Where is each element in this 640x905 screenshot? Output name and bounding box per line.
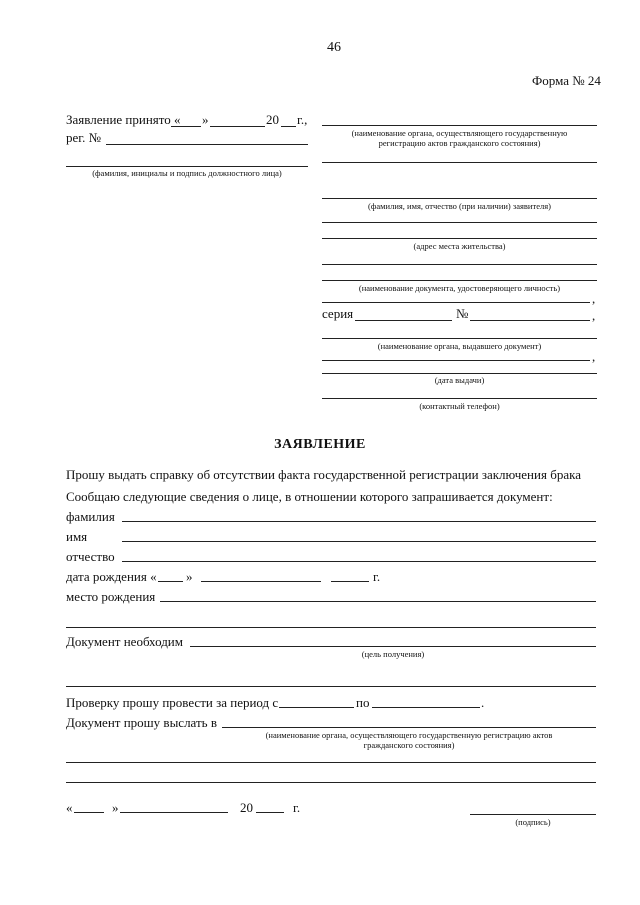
number-label: № <box>456 306 469 321</box>
purpose-caption: (цель получения) <box>361 649 425 659</box>
info-line: Сообщаю следующие сведения о лице, в отношении которого запрашивается документ: <box>66 489 553 504</box>
footer-day-field[interactable] <box>74 812 104 813</box>
series-field[interactable] <box>355 320 452 321</box>
applicant-field[interactable] <box>322 198 597 199</box>
accepted-suffix: г., <box>297 112 308 127</box>
organ-field[interactable] <box>322 125 597 126</box>
id-doc-caption: (наименование документа, удостоверяющего личность) <box>358 283 561 293</box>
birth-year-field[interactable] <box>331 581 369 582</box>
accepted-prefix: Заявление принято « <box>66 112 181 127</box>
request-line: Прошу выдать справку об отсутствии факта государственной регистрации заключения брака <box>66 467 581 482</box>
signature-caption: (подпись) <box>515 817 551 827</box>
official-signature-field[interactable] <box>66 166 308 167</box>
organ-caption-2: регистрацию актов гражданского состояния) <box>378 138 541 148</box>
check-period-end: . <box>481 695 485 710</box>
birth-year-suffix: г. <box>373 569 381 584</box>
send-organ-field-3[interactable] <box>66 782 596 783</box>
accepted-day-field[interactable] <box>171 126 201 127</box>
accepted-month-field[interactable] <box>210 126 265 127</box>
comma-2: , <box>592 308 596 323</box>
period-to-field[interactable] <box>372 707 480 708</box>
send-organ-field-2[interactable] <box>66 762 596 763</box>
footer-year-suffix: г. <box>293 800 301 815</box>
send-caption-1: (наименование органа, осуществляющего государственную регистрацию актов <box>265 730 553 740</box>
phone-caption: (контактный телефон) <box>419 401 500 411</box>
form-number: Форма № 24 <box>532 73 601 88</box>
document-needed-label: Документ необходим <box>66 634 183 649</box>
name-field[interactable] <box>122 541 596 542</box>
footer-date-mid: » <box>112 800 119 815</box>
birth-month-field[interactable] <box>201 581 321 582</box>
official-caption: (фамилия, инициалы и подпись должностного лица) <box>92 168 282 178</box>
send-organ-field[interactable] <box>222 727 596 728</box>
organ-field-2[interactable] <box>322 162 597 163</box>
page-number: 46 <box>327 40 341 55</box>
check-period-mid: по <box>356 695 370 710</box>
number-field[interactable] <box>470 320 590 321</box>
surname-field[interactable] <box>122 521 596 522</box>
purpose-field[interactable] <box>190 646 596 647</box>
issuer-caption: (наименование органа, выдавшего документ) <box>377 341 542 351</box>
reg-number-field[interactable] <box>106 144 308 145</box>
check-period-prefix: Проверку прошу провести за период с <box>66 695 279 710</box>
footer-year-field[interactable] <box>256 812 284 813</box>
name-label: имя <box>66 529 88 544</box>
applicant-caption: (фамилия, имя, отчество (при наличии) заявителя) <box>368 201 551 211</box>
reg-label: рег. № <box>66 130 102 145</box>
address-caption: (адрес места жительства) <box>413 241 506 251</box>
address-field-2[interactable] <box>322 264 597 265</box>
patronymic-field[interactable] <box>122 561 596 562</box>
phone-field[interactable] <box>322 398 597 399</box>
id-doc-field-2[interactable] <box>322 302 590 303</box>
document-title: ЗАЯВЛЕНИЕ <box>274 437 366 452</box>
footer-month-field[interactable] <box>120 812 228 813</box>
send-label: Документ прошу выслать в <box>66 715 217 730</box>
accepted-mid: » <box>202 112 209 127</box>
period-from-field[interactable] <box>279 707 354 708</box>
accepted-year-prefix: 20 <box>266 112 279 127</box>
comma-3: , <box>592 349 596 364</box>
birth-date-prefix: дата рождения « <box>66 569 157 584</box>
birth-day-field[interactable] <box>158 581 183 582</box>
issue-date-field[interactable] <box>322 373 597 374</box>
send-caption-2: гражданского состояния) <box>363 740 455 750</box>
issue-date-caption: (дата выдачи) <box>434 375 485 385</box>
birth-place-field-2[interactable] <box>66 627 596 628</box>
footer-year: 20 <box>240 800 253 815</box>
comma-1: , <box>592 291 596 306</box>
birth-place-field[interactable] <box>160 601 596 602</box>
organ-caption-1: (наименование органа, осуществляющего государственную <box>351 128 568 138</box>
issuer-field[interactable] <box>322 338 597 339</box>
signature-field[interactable] <box>470 814 596 815</box>
series-label: серия <box>322 306 354 321</box>
issuer-field-2[interactable] <box>322 360 590 361</box>
birth-date-mid: » <box>186 569 193 584</box>
purpose-field-2[interactable] <box>66 686 596 687</box>
birth-place-label: место рождения <box>66 589 156 604</box>
address-field[interactable] <box>322 238 597 239</box>
patronymic-label: отчество <box>66 549 115 564</box>
accepted-year-field[interactable] <box>281 126 296 127</box>
applicant-field-2[interactable] <box>322 222 597 223</box>
id-doc-field[interactable] <box>322 280 597 281</box>
footer-date-open: « <box>66 800 73 815</box>
surname-label: фамилия <box>66 509 115 524</box>
